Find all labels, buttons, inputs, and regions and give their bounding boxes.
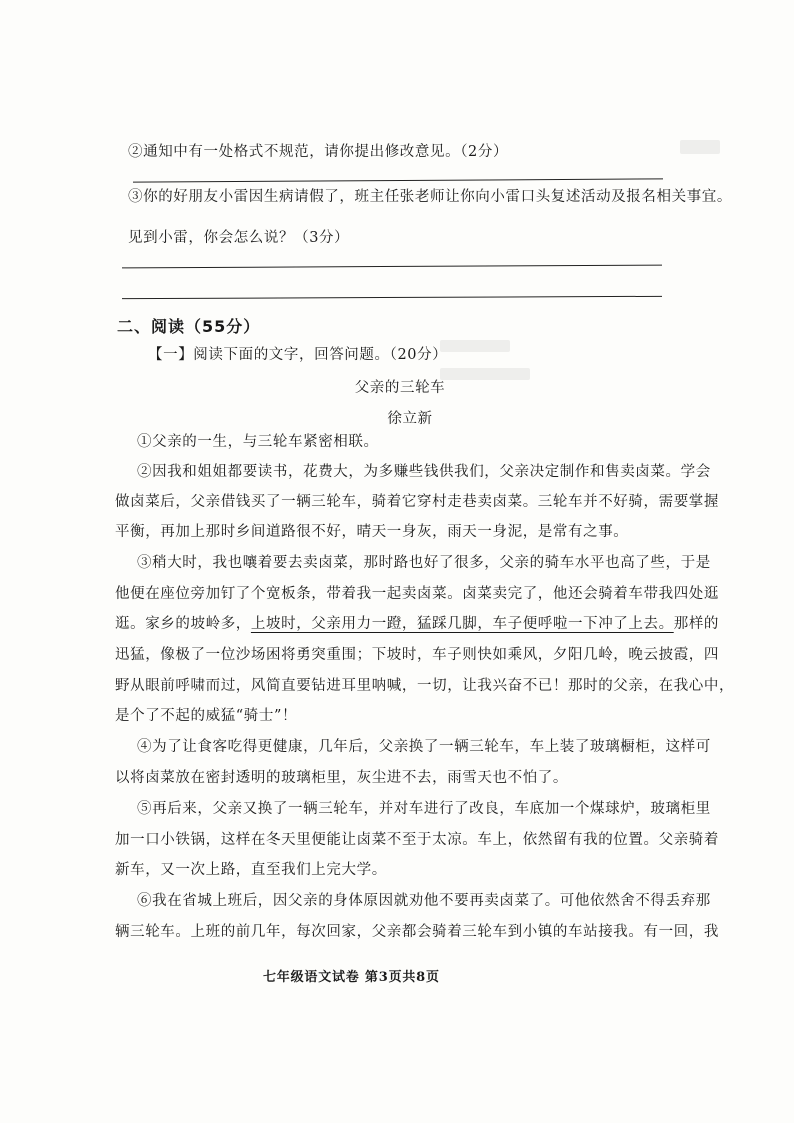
paragraph-3-line: 是个了不起的威猛“骑士”！: [115, 708, 298, 724]
underlined-sentence: 上坡时，父亲用力一蹬，猛踩几脚，车子便呼啦一下冲了上去。: [250, 616, 674, 632]
paragraph-1: ①父亲的一生，与三轮车紧密相联。: [137, 434, 379, 450]
page-footer: 七年级语文试卷 第3页共8页: [263, 970, 440, 985]
answer-line[interactable]: [133, 178, 663, 182]
answer-line[interactable]: [122, 265, 662, 269]
paragraph-2-line: ②因我和姐姐都要读书，花费大，为多赚些钱供我们，父亲决定制作和售卖卤菜。学会: [137, 464, 711, 480]
paragraph-3-line: [115, 614, 719, 634]
paragraph-5-line: 加一口小铁锅，这样在冬天里便能让卤菜不至于太凉。车上，依然留有我的位置。父亲骑着: [115, 832, 719, 848]
paragraph-3-line: 野从眼前呼啸而过，风简直要钻进耳里呐喊，一切，让我兴奋不已！那时的父亲，在我心中，: [115, 678, 735, 694]
article-author: 徐立新: [387, 411, 433, 427]
question-3-line1: ③你的好朋友小雷因生病请假了，班主任张老师让你向小雷口头复述活动及报名相关事宜。: [128, 189, 732, 205]
question-3-line2: 见到小雷，你会怎么说？（3分）: [128, 230, 350, 246]
paragraph-2-line: 做卤菜后，父亲借钱买了一辆三轮车，骑着它穿村走巷卖卤菜。三轮车并不好骑，需要掌握: [115, 494, 719, 510]
article-title: 父亲的三轮车: [354, 380, 446, 396]
paragraph-6-line: ⑥我在省城上班后，因父亲的身体原因就劝他不要再卖卤菜了。可他依然舍不得丢弃那: [137, 893, 711, 909]
paragraph-3-text: 那样的: [673, 616, 720, 632]
paragraph-3-text: 逛。家乡的坡岭多，: [115, 616, 251, 632]
question-2: ②通知中有一处格式不规范，请你提出修改意见。（2分）: [128, 144, 509, 160]
paragraph-6-line: 辆三轮车。上班的前几年，每次回家，父亲都会骑着三轮车到小镇的车站接我。有一回，我: [115, 924, 719, 940]
paragraph-3-line: ③稍大时，我也嚷着要去卖卤菜，那时路也好了很多，父亲的骑车水平也高了些，于是: [137, 555, 711, 571]
paragraph-5-line: 新车，又一次上路，直至我们上完大学。: [115, 862, 387, 878]
paragraph-5-line: ⑤再后来，父亲又换了一辆三轮车，并对车进行了改良，车底加一个煤球炉，玻璃柜里: [137, 801, 711, 817]
scan-smudge: [680, 140, 720, 154]
paragraph-2-line: 平衡，再加上那时乡间道路很不好，晴天一身灰，雨天一身泥，是常有之事。: [115, 524, 629, 540]
section-title: 二、阅读（55分）: [117, 317, 261, 336]
paragraph-3-line: 迅猛，像极了一位沙场困将勇突重围；下坡时，车子则快如乘风，夕阳几岭，晚云披霞，四: [115, 647, 719, 663]
paragraph-4-line: 以将卤菜放在密封透明的玻璃柜里，灰尘进不去，雨雪天也不怕了。: [115, 770, 568, 786]
scan-smudge: [440, 340, 510, 352]
answer-line[interactable]: [122, 296, 662, 299]
reading-part-heading: 【一】阅读下面的文字，回答问题。（20分）: [148, 347, 448, 363]
paragraph-3-line: 他便在座位旁加钉了个宽板条，带着我一起卖卤菜。卤菜卖完了，他还会骑着车带我四处逛: [115, 586, 719, 602]
paragraph-4-line: ④为了让食客吃得更健康，几年后，父亲换了一辆三轮车，车上装了玻璃橱柜，这样可: [137, 739, 711, 755]
